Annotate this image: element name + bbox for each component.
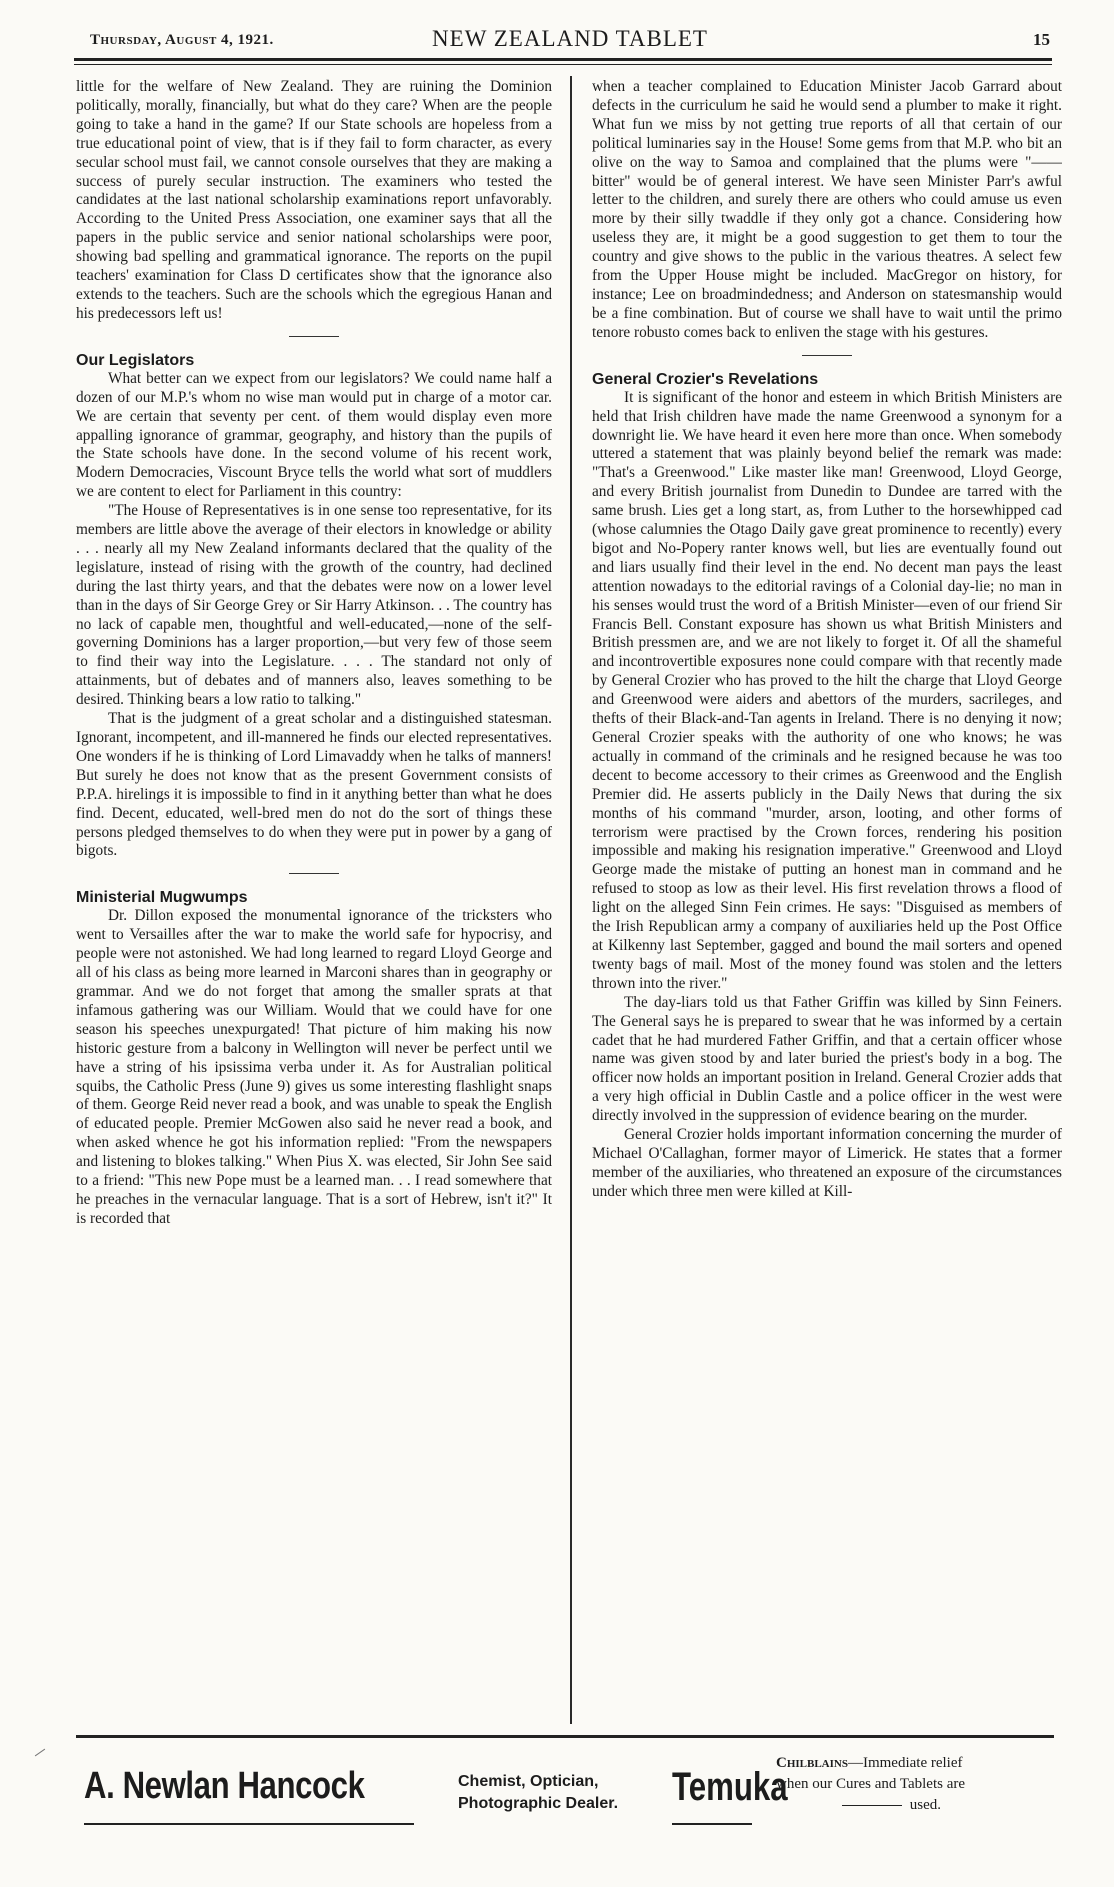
- ad-chilblains-line-1: [776, 1753, 1031, 1774]
- ad-town-underline: [672, 1823, 752, 1825]
- left-quote-paragraph: "The House of Representatives is in one sense too representative, for its members are little above the average of their electors in knowledge or ability . . . nearly all my New Zealand informants declared that the quality of the legislature, instead of rising with the growth of the country, had declined during the last thirty years, and that the debates were now on a lower level than in the days of Sir George Grey or Sir Harry Atkinson. . . The country has no lack of capable men, thoughtful and well-educated,—none of the self-governing Dominions has a larger proportion,—but very few of those seem to find their way into the Legislature. . . . The standard not only of attainments, but of debates and of manners also, leaves something to be desired. Thinking bears a low ratio to talking.": [76, 502, 552, 709]
- ad-trade-line-1: Chemist, Optician,: [458, 1773, 599, 1790]
- section-heading-crozier: General Crozier's Revelations: [592, 370, 819, 388]
- right-paragraph: General Crozier holds important information concerning the murder of Michael O'Callaghan, former mayor of Limerick. He states that a former member of the auxiliaries, who threatened an exposure of the circumstances under which three men were killed at Kill-: [592, 1126, 1062, 1200]
- ad-dash: [842, 1805, 902, 1806]
- page-number: 15: [1033, 30, 1050, 49]
- ad-chilblains-head: Chilblains: [776, 1755, 848, 1771]
- ad-town: Temuka: [672, 1765, 788, 1809]
- footer-rule: [76, 1735, 1054, 1738]
- section-heading-mugwumps: Ministerial Mugwumps: [76, 889, 248, 907]
- margin-mark: [35, 1749, 45, 1757]
- advertisement-footer: [76, 1735, 1054, 1855]
- left-paragraph: Dr. Dillon exposed the monumental ignorance of the tricksters who went to Versailles after the war to make the world safe for hypocrisy, and people were not astonished. We had long learned to regard Lloyd George and all of his class as being more learned in Marconi shares than in geography or grammar. And we do not forget that among the smaller sprats at that infamous gathering was our William. Would that we could have for one season his speeches unexpurgated! That picture of him making his now historic gesture from a balcony in Wellington will never be perfect until we have a string of his ipsissima verba under it. As for Australian political squibs, the Catholic Press (June 9) gives us some interesting flashlight snaps of them. George Reid never read a book, and was unable to speak the English of educated people. Premier McGowen also said he never read a book, and when asked whence he got his information replied: "From the newspapers and listening to blokes talking." When Pius X. was elected, Sir John See said to a friend: "This new Pope must be a learned man. . . I read somewhere that he preaches in the vernacular language. That is a sort of Hebrew, isn't it?" It is recorded that: [76, 907, 552, 1227]
- left-paragraph: little for the welfare of New Zealand. They are ruining the Dominion politically, morally, financially, but what do they care? When are the people going to take a hand in the game? If our State schools are hopeless from a true educational point of view, that is if they fail to form character, as every secular school must fail, we cannot console ourselves that they are making a success of purely secular instruction. The examiners who tested the candidates at the last national scholarship examinations report unfavorably. According to the United Press Association, one examiner says that all the papers in the public service and senior national scholarships were poor, showing bad spelling and grammatical ignorance. The reports on the pupil teachers' examination for Class D certificates show that the ignorance also extends to the teachers. Such are the schools which the egregious Hanan and his predecessors left us!: [76, 78, 552, 322]
- ad-business-name: A. Newlan Hancock: [84, 1765, 365, 1807]
- masthead-rule-thin: [74, 64, 1052, 65]
- right-paragraph: when a teacher complained to Education Minister Jacob Garrard about defects in the curriculum he said he would send a plumber to make it right. What fun we miss by not getting true reports of all that certain of our political luminaries say in the House! Some gems from that M.P. who bit an olive on the way to Samoa and complained that the plums were "—— bitter" would be of general interest. We have seen Minister Parr's awful letter to the children, and surely there are others who could amuse us even more by their silly twaddle if they only got a chance. Considering how useless they are, it might be a good suggestion to get them to tour the country and give shows to the public in the various theatres. A select few from the Upper House might be included. MacGregor on history, for instance; Lee on broadmindedness; and Anderson on statesmanship would be a fine combination. But of course we shall have to wait until the primo tenore robusto comes back to enliven the stage with his gestures.: [592, 78, 1062, 341]
- right-paragraph: It is significant of the honor and esteem in which British Ministers are held that Irish children have made the name Greenwood a synonym for a downright lie. We have heard it even here more than once. When somebody uttered a statement that was plainly beyond belief the remark was made: "That's a Greenwood." Like master like man! Greenwood, Lloyd George, and every British journalist from Dunedin to Dundee are tarred with the same brush. Lies get a long start, as, from Luther to the horsewhipped cad (whose calumnies the Otago Daily gave great prominence to recently) every bigot and No-Popery ranter knows well, but lies are eventually found out and liars usually find their level in the end. No decent man pays the least attention nowadays to the editorial ravings of a Colonial day-lie; no man in his senses would trust the word of a British Minister—even of our friend Sir Francis Bell. Constant exposure has shown us what British Ministers and British pressmen are, and we are not likely to forget it. Of all the shameful and incontrovertible exposures none could compare with that recently made by General Crozier who has proved to the hilt the charge that Lloyd George and Greenwood were aiders and abettors of the murders, sacrileges, and thefts of their Black-and-Tan agents in Ireland. There is no denying it now; General Crozier speaks with the authority of one who knows; he was actually in command of the criminals and he resigned because he was too decent to become accessory to their crimes as Greenwood and the English Premier did. He asserts publicly in the Daily News that during the six months of his command "murder, arson, looting, and other forms of terrorism were practised by the Crown forces, rendering his position impossible and making his resignation imperative." Greenwood and Lloyd George made the mistake of putting an honest man in command and he refused to stoop as low as their level. His first revelation throws a flood of light on the alleged Sinn Fein crimes. He says: "Disguised as members of the Irish Republican army a company of auxiliaries held up the Post Office at Kilkenny last September, gagged and bound the mail sorters and opened twenty bags of mail. Most of the money found was stolen and the letters thrown into the river.": [592, 388, 1062, 992]
- left-paragraph: That is the judgment of a great scholar and a distinguished statesman. Ignorant, incompetent, and ill-mannered he finds our elected representatives. One wonders if he is thinking of Lord Limavaddy when he talks of manners! But surely he does not know that as the present Government consists of P.P.A. hirelings it is impossible to find in it anything better than what he does find. Decent, educated, well-bred men do not do the sort of things these persons pledged themselves to do when they were put in power by a gang of bigots.: [76, 710, 552, 860]
- issue-date: Thursday, August 4, 1921.: [90, 32, 274, 48]
- ad-trade-line-2: Photographic Dealer.: [458, 1795, 619, 1812]
- section-separator: [289, 336, 339, 337]
- section-separator: [289, 873, 339, 874]
- ad-chilblains-used: used.: [909, 1797, 941, 1813]
- masthead: [90, 24, 1050, 54]
- section-heading-legislators: Our Legislators: [76, 351, 195, 369]
- section-separator: [802, 355, 852, 356]
- ad-trade: [458, 1771, 618, 1815]
- column-divider: [570, 76, 572, 1724]
- right-column: [592, 78, 1062, 1723]
- masthead-rule-thick: [74, 58, 1052, 61]
- ad-name-underline: [84, 1823, 414, 1825]
- newspaper-title: NEW ZEALAND TABLET: [432, 26, 708, 51]
- left-paragraph: What better can we expect from our legislators? We could name half a dozen of our M.P.'s whom no wise man would put in charge of a motor car. We are certain that seventy per cent. of them would display even more appalling ignorance of grammar, geography, and history than the pupils of the State schools have done. In the second volume of his recent work, Modern Democracies, Viscount Bryce tells the world what sort of muddlers we are content to elect for Parliament in this country:: [76, 369, 552, 501]
- ad-chilblains-relief: —Immediate relief: [847, 1755, 963, 1771]
- right-paragraph: The day-liars told us that Father Griffin was killed by Sinn Feiners. The General says he is prepared to swear that he was informed by a certain cadet that he had murdered Father Griffin, and that a certain officer whose name was given stood by and later buried the priest's body in a bog. The officer now holds an important position in Ireland. General Crozier adds that a very high official in Dublin Castle and a police officer in the west were directly involved in the suppression of evidence bearing on the murder.: [592, 993, 1062, 1125]
- ad-chilblains-line-3: [776, 1795, 941, 1816]
- left-column: [76, 78, 552, 1723]
- ad-chilblains-line-2: when our Cures and Tablets are: [776, 1776, 966, 1792]
- ad-chilblains: [776, 1753, 1031, 1816]
